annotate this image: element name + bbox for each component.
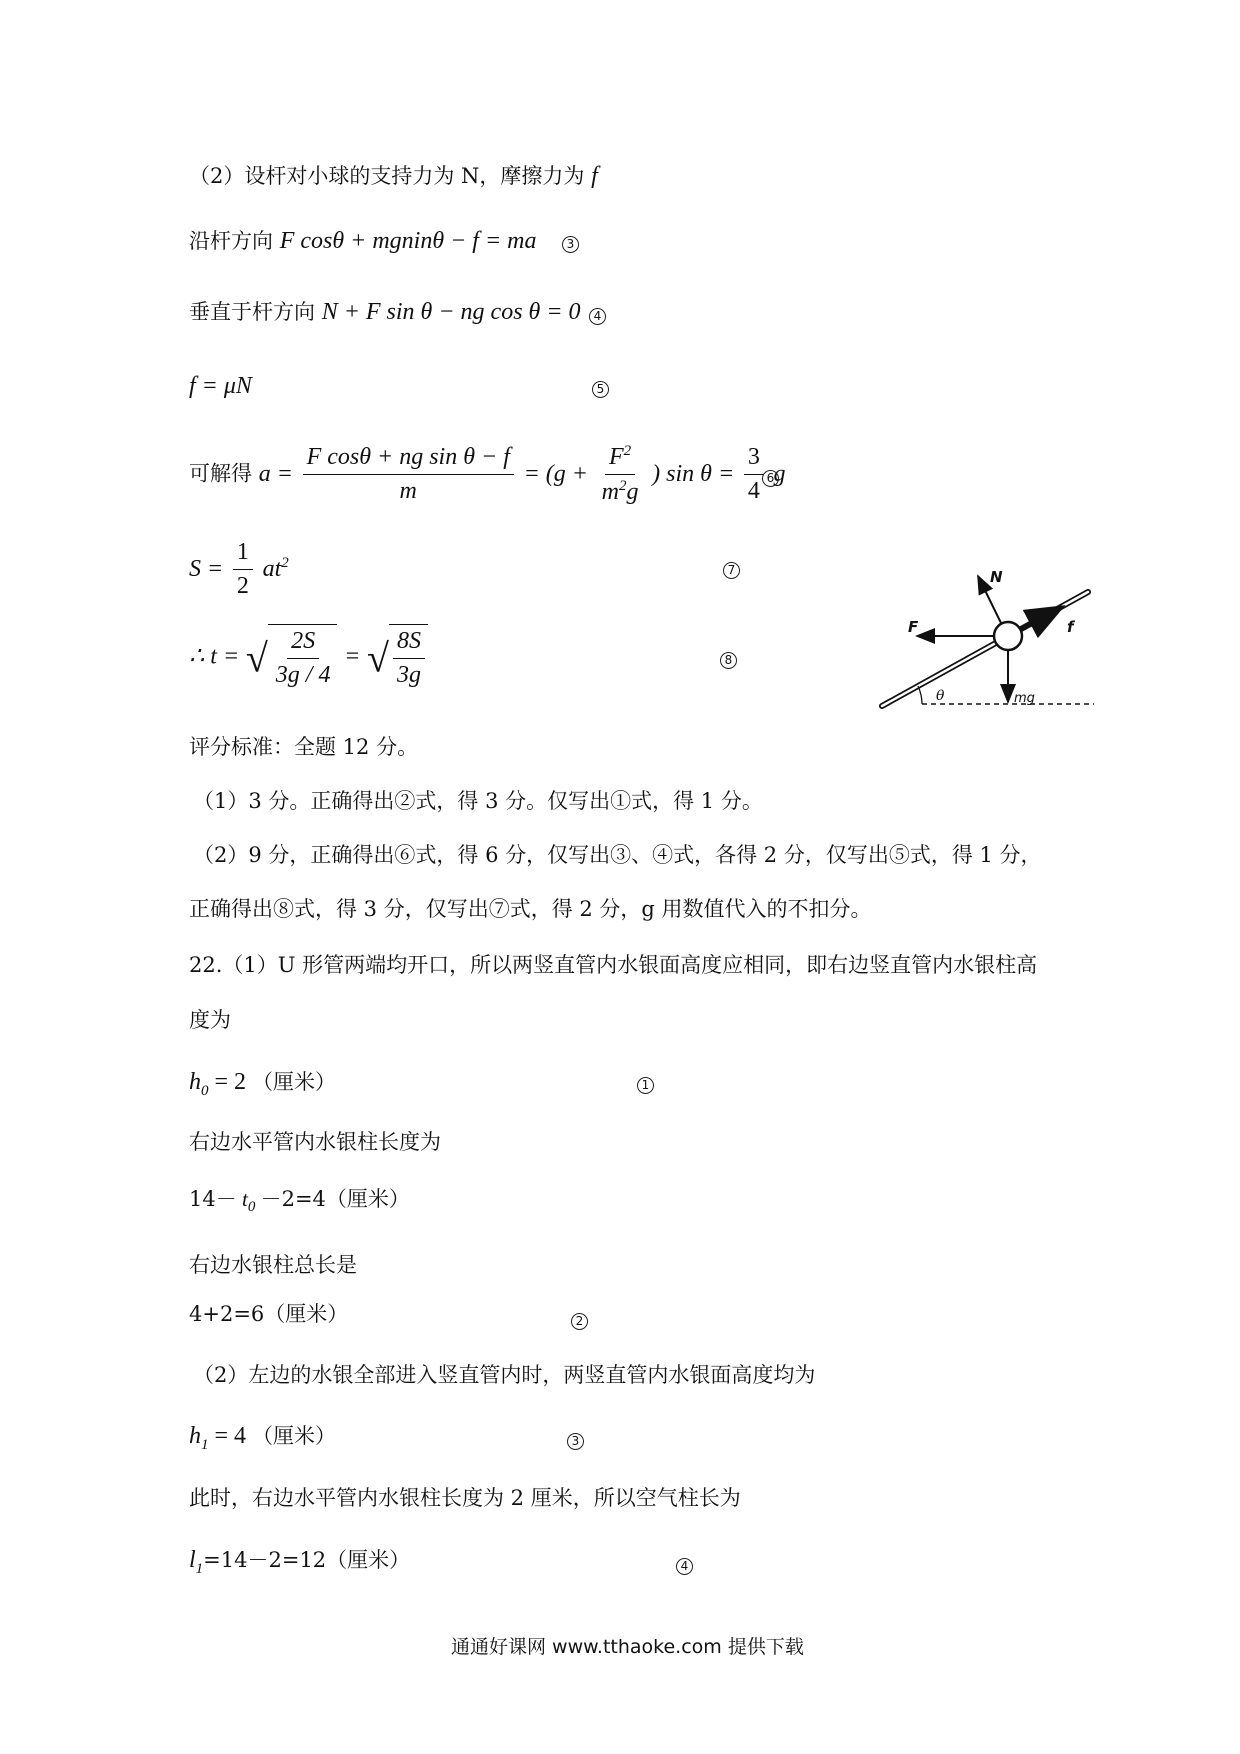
marker-2b: 2 bbox=[571, 1313, 588, 1330]
marker-4b: 4 bbox=[676, 1558, 693, 1575]
label-N: N bbox=[990, 568, 1003, 586]
equation-displacement: S = $\frac{1}{2}$ $at^2$ bbox=[189, 539, 289, 599]
problem-22-intro: 22.（1）U 形管两端均开口，所以两竖直管内水银面高度应相同，即右边竖直管内水银柱高 bbox=[189, 953, 1038, 977]
marker-4: 4 bbox=[589, 308, 606, 325]
marker-7: 7 bbox=[723, 562, 740, 579]
marker-5: 5 bbox=[592, 381, 609, 398]
label-mg: mg bbox=[1014, 691, 1035, 706]
equation-h1: $h_1 = 4$ （厘米） bbox=[189, 1423, 337, 1453]
label-F: F bbox=[908, 618, 919, 636]
equation-right-length: $14- t_0 -2=4$（厘米） bbox=[189, 1187, 410, 1216]
marker-3b: 3 bbox=[567, 1433, 584, 1450]
scoring-part-2-cont: 正确得出⑧式，得 3 分，仅写出⑦式，得 2 分，g 用数值代入的不扣分。 bbox=[189, 897, 872, 921]
scoring-part-1: （1）3 分。正确得出②式，得 3 分。仅写出①式，得 1 分。 bbox=[193, 789, 763, 813]
equation-perpendicular: 垂直于杆方向 N + F sin θ − ng cos θ = 0 bbox=[189, 299, 581, 325]
label-f: f bbox=[1067, 618, 1074, 636]
equation-friction: f = μN bbox=[189, 373, 252, 399]
marker-6: 6 bbox=[762, 470, 779, 487]
problem-22-part-2: （2）左边的水银全部进入竖直管内时，两竖直管内水银面高度均为 bbox=[193, 1363, 816, 1387]
text-air-column: 此时，右边水平管内水银柱长度为 2 厘米，所以空气柱长为 bbox=[189, 1486, 741, 1510]
text-right-horizontal: 右边水平管内水银柱长度为 bbox=[189, 1130, 441, 1154]
text-right-total: 右边水银柱总长是 bbox=[189, 1253, 357, 1277]
page-footer: 通通好课网 www.tthaoke.com 提供下载 bbox=[451, 1636, 804, 1658]
scoring-title: 评分标准：全题 12 分。 bbox=[189, 735, 419, 759]
marker-8: 8 bbox=[720, 652, 737, 669]
force-diagram bbox=[872, 560, 1102, 710]
equation-along-rod: 沿杆方向 F cosθ + mgninθ − f = ma bbox=[189, 228, 537, 254]
equation-right-total: 4+2=6（厘米） bbox=[189, 1302, 349, 1326]
label-theta: θ bbox=[936, 688, 945, 704]
equation-time: ∴ t = √ $\frac{2S}{3g / 4}$ = √ $\frac{8S}{3g}$ bbox=[189, 624, 428, 690]
problem-22-intro-cont: 度为 bbox=[189, 1008, 231, 1032]
marker-3: 3 bbox=[562, 236, 579, 253]
equation-h0: $h_0 = 2$ （厘米） bbox=[189, 1069, 337, 1099]
scoring-part-2: （2）9 分，正确得出⑥式，得 6 分，仅写出③、④式，各得 2 分，仅写出⑤式，得 1 分， bbox=[193, 843, 1042, 867]
equation-acceleration: 可解得 a = $\frac{\text{F cosθ + ng sin θ − f}}{m}$ = (g + $\frac{F^2}{m^2g}$ ) sin θ = $\frac{3}{4}$ g bbox=[189, 443, 786, 505]
marker-1b: 1 bbox=[637, 1077, 654, 1094]
equation-l1: $l_1=14-2=12$（厘米） bbox=[189, 1547, 411, 1577]
text-line-1: （2）设杆对小球的支持力为 N，摩擦力为 f bbox=[189, 163, 598, 189]
